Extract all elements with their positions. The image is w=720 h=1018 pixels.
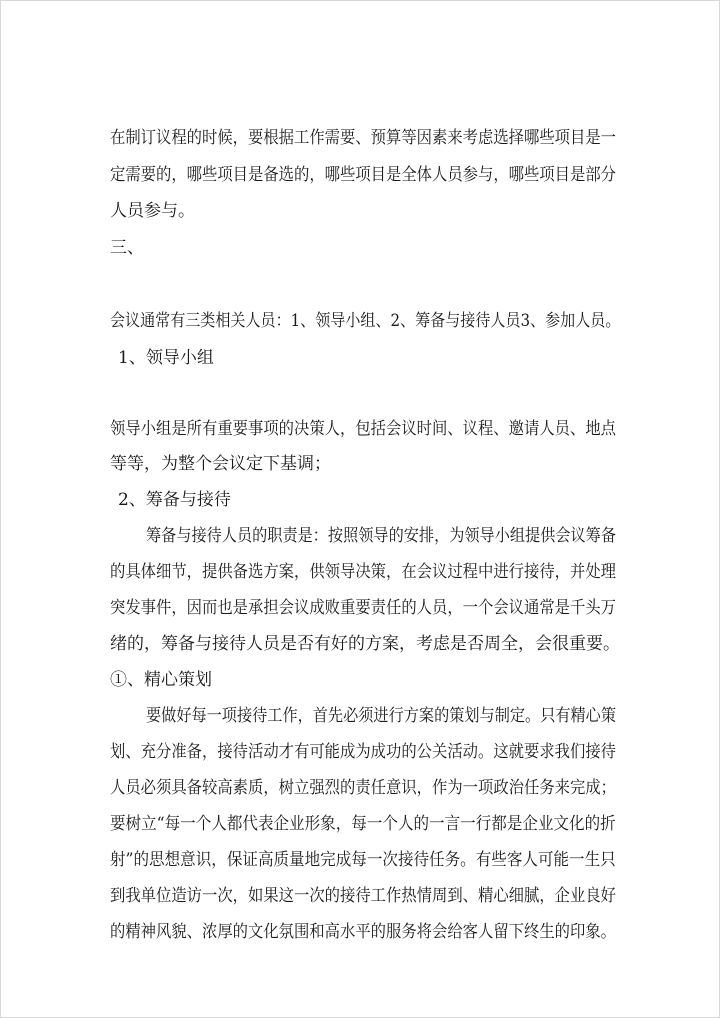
paragraph-line: 到我单位造访一次，如果这一次的接待工作热情周到、精心细腻，企业良好 — [110, 886, 616, 906]
paragraph-line: 领导小组是所有重要事项的决策人，包括会议时间、议程、邀请人员、地点 — [110, 419, 616, 439]
paragraph-line: 绪的，筹备与接待人员是否有好的方案，考虑是否周全，会很重要。 — [110, 634, 620, 654]
paragraph-line: 筹备与接待人员的职责是：按照领导的安排，为领导小组提供会议筹备 — [146, 526, 616, 546]
paragraph-line: 要做好每一项接待工作，首先必须进行方案的策划与制定。只有精心策 — [146, 706, 616, 726]
section-heading: 三、 — [110, 238, 144, 258]
paragraph-line: 在制订议程的时候，要根据工作需要、预算等因素来考虑选择哪些项目是一 — [110, 128, 616, 148]
paragraph-line: 的具体细节，提供备选方案，供领导决策，在会议过程中进行接待，并处理 — [110, 562, 616, 582]
paragraph-line: 会议通常有三类相关人员：1、领导小组、2、筹备与接待人员3、参加人员。 — [110, 311, 621, 331]
subheading-preparation: 2、筹备与接待 — [118, 490, 231, 510]
paragraph-line: 定需要的，哪些项目是备选的，哪些项目是全体人员参与，哪些项目是部分 — [110, 165, 616, 185]
subheading-planning: ①、精心策划 — [110, 670, 212, 690]
paragraph-line: 划、充分准备，接待活动才有可能成为成功的公关活动。这就要求我们接待 — [110, 742, 616, 762]
subheading-leadership: 1、领导小组 — [118, 348, 214, 368]
paragraph-line: 的精神风貌、浓厚的文化氛围和高水平的服务将会给客人留下终生的印象。 — [110, 922, 616, 942]
paragraph-line: 要树立“每一个人都代表企业形象，每一个人的一言一行都是企业文化的折 — [110, 814, 616, 834]
paragraph-line: 等等，为整个会议定下基调； — [110, 454, 331, 474]
paragraph-line: 突发事件，因而也是承担会议成败重要责任的人员，一个会议通常是千头万 — [110, 598, 616, 618]
paragraph-line: 射”的思想意识，保证高质量地完成每一次接待任务。有些客人可能一生只 — [110, 850, 616, 870]
paragraph-line: 人员参与。 — [110, 201, 195, 221]
paragraph-line: 人员必须具备较高素质，树立强烈的责任意识，作为一项政治任务来完成； — [110, 778, 616, 798]
